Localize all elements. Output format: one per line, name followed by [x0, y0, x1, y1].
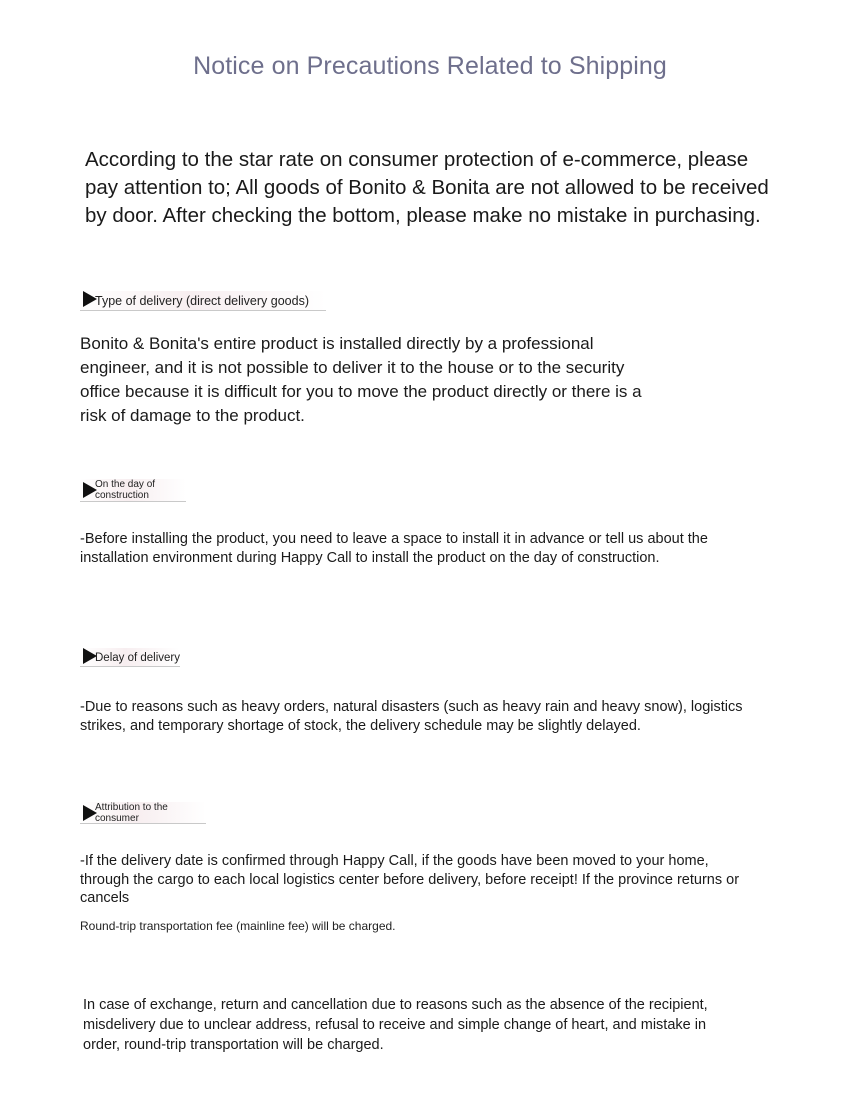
section-body-delivery-delay: -Due to reasons such as heavy orders, natural disasters (such as heavy rain and heavy snow), logistics strikes, and temporary shortage of stock, the delivery schedule may be slightly delayed. — [80, 699, 743, 734]
section-heading-construction-day — [80, 479, 186, 502]
section-heading-delivery-type — [80, 291, 326, 311]
closing-paragraph: In case of exchange, return and cancellation due to reasons such as the absence of the recipient, misdelivery due to unclear address, refusal to receive and simple change of heart, and mistake in order, round-trip transportation will be charged. — [83, 997, 708, 1053]
section-body-consumer-attribution: -If the delivery date is confirmed through Happy Call, if the goods have been moved to your home, through the cargo to each local logistics center before delivery, before receipt! If the province returns or cancels — [80, 853, 740, 906]
section-heading-label: Type of delivery (direct delivery goods) — [95, 294, 309, 308]
section-body-delivery-type: Bonito & Bonita's entire product is installed directly by a professional engineer, and it is not possible to deliver it to the house or to the security office because it is difficult for you to move the product directly or there is a risk of damage to the product. — [80, 334, 642, 425]
section-heading-delivery-delay — [80, 648, 180, 667]
fee-note: Round-trip transportation fee (mainline fee) will be charged. — [80, 919, 396, 933]
intro-paragraph: According to the star rate on consumer protection of e-commerce, please pay attention to; All goods of Bonito & Bonita are not allowed to be received by door. After checking the bottom, please make no mistake in purchasing. — [85, 148, 769, 227]
section-heading-label: On the day of construction — [95, 479, 156, 501]
section-heading-label: Attribution to the consumer — [95, 802, 168, 824]
page-title: Notice on Precautions Related to Shipping — [193, 52, 667, 80]
section-body-construction-day: -Before installing the product, you need to leave a space to install it in advance or tell us about the installation environment during Happy Call to install the product on the day of construction. — [80, 531, 708, 566]
section-heading-consumer-attribution — [80, 802, 206, 824]
section-heading-label: Delay of delivery — [95, 652, 181, 664]
